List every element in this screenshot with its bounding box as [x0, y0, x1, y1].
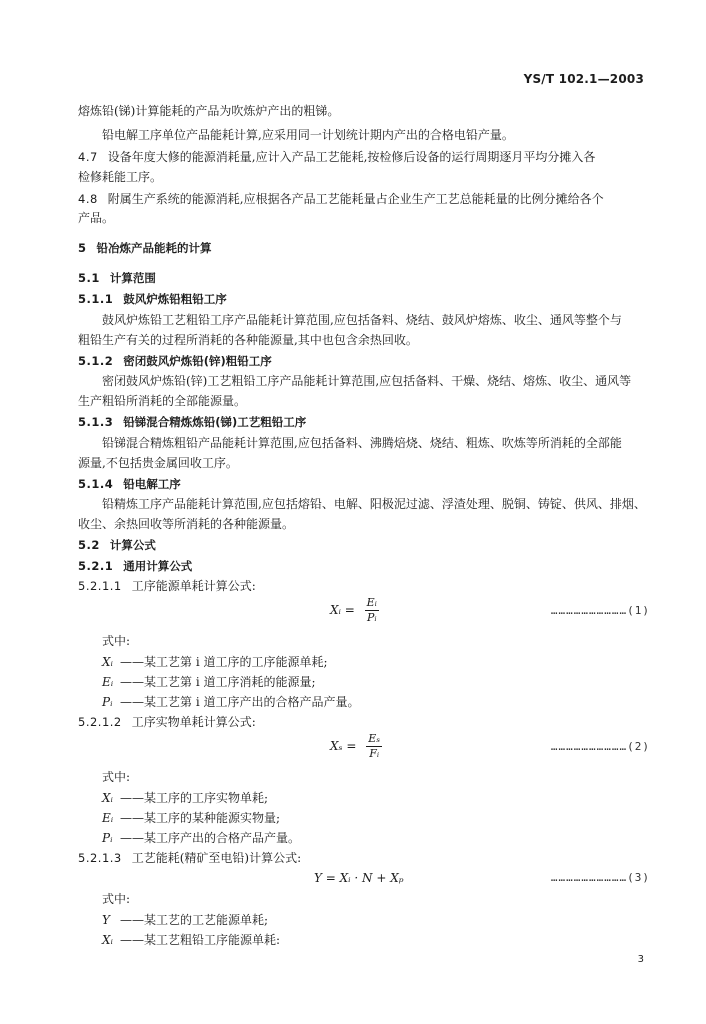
definition-text: ——某工艺的工艺能源单耗; [120, 913, 269, 927]
section-number: 5.2.1 [78, 559, 114, 573]
section-number: 5.1 [78, 271, 100, 285]
definition-text: ——某工序产出的合格产品产量。 [120, 831, 301, 845]
text-line: 铅精炼工序产品能耗计算范围,应包括熔铅、电解、阳极泥过滤、浮渣处理、脱铜、铸锭、供风、排烟、 [102, 497, 646, 511]
section-5-2-1-3-heading [78, 851, 301, 865]
definition [102, 675, 316, 689]
numerator: Eᵢ [366, 596, 377, 609]
section-title: 铅电解工序 [123, 477, 181, 491]
text-line: 检修耗能工序。 [78, 170, 163, 184]
section-number: 5.2.1.1 [78, 579, 122, 593]
formula-fraction [365, 596, 379, 625]
variable: Y [102, 913, 110, 927]
formula-1 [330, 596, 379, 625]
clause-number: 4.8 [78, 192, 98, 206]
clause-4-7 [78, 150, 595, 164]
where-label: 式中: [102, 892, 131, 906]
section-number: 5.1.3 [78, 415, 114, 429]
text-line: 铅电解工序单位产品能耗计算,应采用同一计划统计期内产出的合格电铅产量。 [102, 128, 514, 142]
definition [102, 831, 300, 845]
section-title: 鼓风炉炼铅粗铅工序 [123, 292, 227, 306]
definition-text: ——某工序的某种能源实物量; [120, 811, 281, 825]
section-number: 5.1.2 [78, 354, 114, 368]
text-line: 源量,不包括贵金属回收工序。 [78, 456, 238, 470]
formula-2 [330, 732, 382, 761]
clause-text: 附属生产系统的能源消耗,应根据各产品工艺能耗量占企业生产工艺总能耗量的比例分摊给各个 [107, 192, 604, 206]
variable: Pᵢ [102, 695, 113, 709]
definition-text: ——某工序的工序实物单耗; [120, 791, 269, 805]
clause-number: 4.7 [78, 150, 98, 164]
section-5-1-3-heading [78, 415, 306, 429]
section-5-2-heading [78, 538, 156, 552]
numerator: Eₛ [368, 732, 381, 745]
section-number: 5.2.1.3 [78, 851, 122, 865]
formula-lhs: Xᵢ = [330, 603, 355, 617]
text-line: 产品。 [78, 211, 115, 225]
definition [102, 791, 268, 805]
section-5-2-1-heading [78, 559, 192, 573]
section-title: 铅锑混合精炼炼铅(锑)工艺粗铅工序 [123, 415, 307, 429]
text-line: 鼓风炉炼铅工艺粗铅工序产品能耗计算范围,应包括备料、烧结、鼓风炉熔炼、收尘、通风等整个与 [102, 313, 622, 327]
definition-text: ——某工艺粗铅工序能源单耗: [120, 933, 281, 947]
equation-number: …………………………(2) [550, 740, 650, 753]
section-number: 5 [78, 241, 87, 255]
definition [102, 655, 328, 669]
section-title: 计算范围 [109, 271, 156, 285]
variable: Xᵢ [102, 655, 113, 669]
variable: Eᵢ [102, 811, 114, 825]
section-5-1-heading [78, 271, 156, 285]
section-5-2-1-1-heading [78, 579, 256, 593]
text-line: 密闭鼓风炉炼铅(锌)工艺粗铅工序产品能耗计算范围,应包括备料、干燥、烧结、熔炼、收尘、通风等 [102, 374, 632, 388]
clause-4-8 [78, 192, 604, 206]
definition-text: ——某工艺第 i 道工序产出的合格产品产量。 [120, 695, 360, 709]
denominator: Pᵢ [366, 611, 377, 624]
section-title: 工序实物单耗计算公式: [131, 715, 256, 729]
where-label: 式中: [102, 634, 131, 648]
section-title: 密闭鼓风炉炼铅(锌)粗铅工序 [123, 354, 272, 368]
formula-lhs: Xₛ = [330, 739, 357, 753]
section-title: 通用计算公式 [123, 559, 193, 573]
text-line: 收尘、余热回收等所消耗的各种能源量。 [78, 517, 295, 531]
section-number: 5.1.1 [78, 292, 114, 306]
formula-fraction [366, 732, 382, 761]
definition-text: ——某工艺第 i 道工序消耗的能源量; [120, 675, 316, 689]
variable: Xᵢ [102, 933, 113, 947]
section-5-1-4-heading [78, 477, 181, 491]
section-5-1-2-heading [78, 354, 272, 368]
text-line: 铅锑混合精炼粗铅产品能耗计算范围,应包括备料、沸腾焙烧、烧结、粗炼、吹炼等所消耗的全部能 [102, 436, 622, 450]
denominator: Fᵢ [369, 747, 380, 760]
clause-text: 设备年度大修的能源消耗量,应计入产品工艺能耗,按检修后设备的运行周期逐月平均分摊入各 [107, 150, 596, 164]
definition [102, 695, 359, 709]
section-title: 工序能源单耗计算公式: [131, 579, 256, 593]
variable: Pᵢ [102, 831, 113, 845]
definition-text: ——某工艺第 i 道工序的工序能源单耗; [120, 655, 328, 669]
definition [102, 913, 268, 927]
formula-3: Y = Xᵢ · N + Xₚ [314, 871, 404, 885]
section-number: 5.2 [78, 538, 100, 552]
equation-number: …………………………(3) [550, 871, 650, 884]
section-number: 5.2.1.2 [78, 715, 122, 729]
section-number: 5.1.4 [78, 477, 114, 491]
section-title: 铅冶炼产品能耗的计算 [96, 241, 212, 255]
page-number: 3 [637, 954, 644, 965]
definition [102, 933, 280, 947]
section-5-1-1-heading [78, 292, 227, 306]
definition [102, 811, 280, 825]
section-5-heading [78, 241, 212, 255]
text-line: 粗铅生产有关的过程所消耗的各种能源量,其中也包含余热回收。 [78, 333, 418, 347]
variable: Xᵢ [102, 791, 113, 805]
variable: Eᵢ [102, 675, 114, 689]
equation-number: …………………………(1) [550, 604, 650, 617]
text-line: 熔炼铅(锑)计算能耗的产品为吹炼炉产出的粗锑。 [78, 104, 340, 118]
text-line: 生产粗铅所消耗的全部能源量。 [78, 394, 247, 408]
standard-code: YS/T 102.1—2003 [523, 72, 644, 86]
section-5-2-1-2-heading [78, 715, 256, 729]
section-title: 工艺能耗(精矿至电铅)计算公式: [131, 851, 302, 865]
where-label: 式中: [102, 770, 131, 784]
section-title: 计算公式 [109, 538, 156, 552]
